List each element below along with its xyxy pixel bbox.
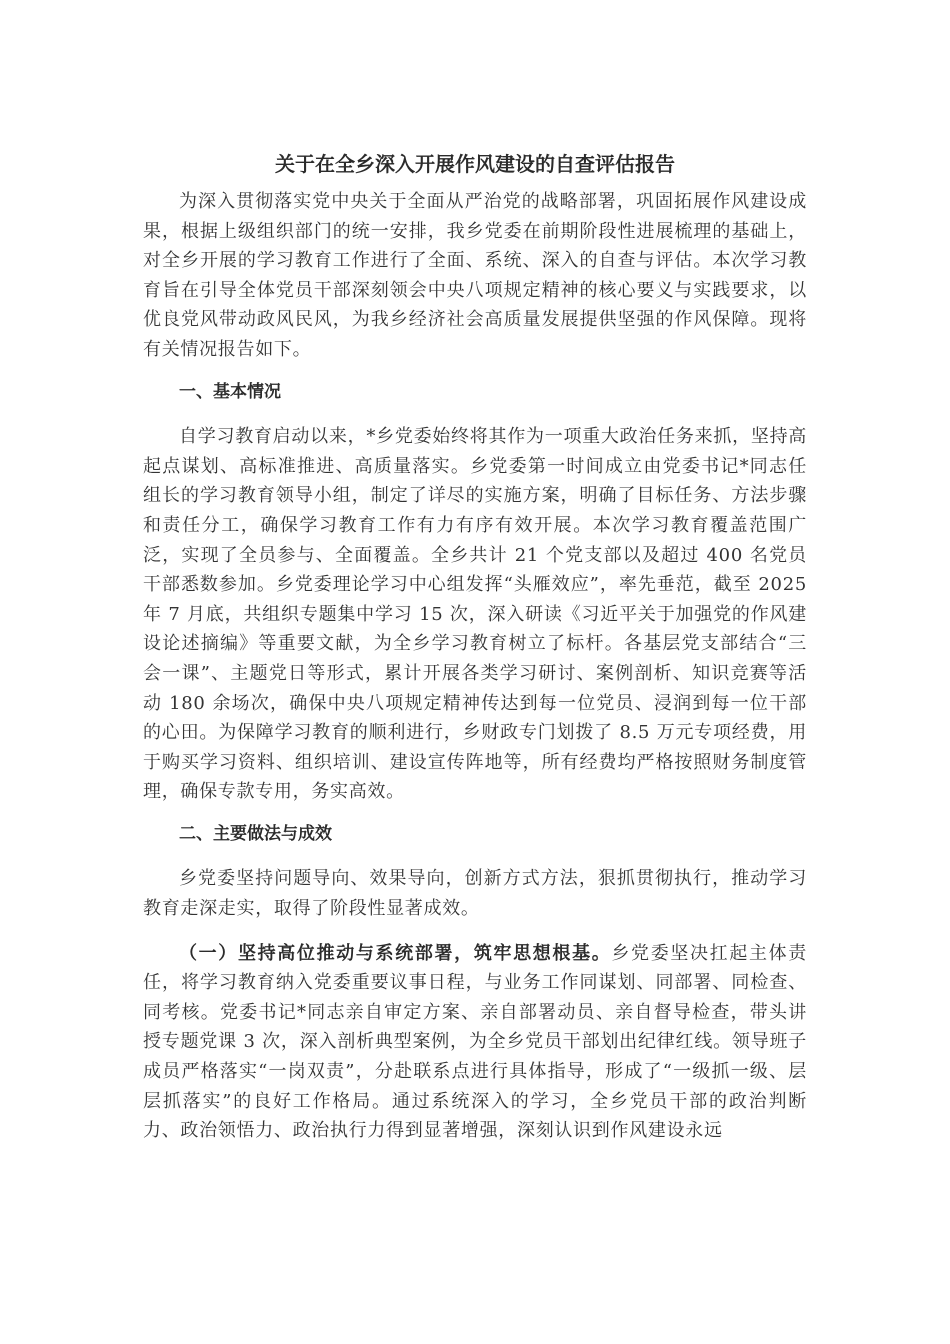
intro-paragraph: 为深入贯彻落实党中央关于全面从严治党的战略部署，巩固拓展作风建设成果，根据上级组织部门的统一安排，我乡党委在前期阶段性进展梳理的基础上，对全乡开展的学习教育工作进行了全面、系统、深入的自查与评估。本次学习教育旨在引导全体党员干部深刻领会中央八项规定精神的核心要义与实践要求，以优良党风带动政风民风，为我乡经济社会高质量发展提供坚强的作风保障。现将有关情况报告如下。 [143, 191, 807, 360]
document-page [143, 148, 807, 1146]
section-heading-basic-situation: 一、基本情况 [179, 381, 281, 402]
section-heading-practices-results: 二、主要做法与成效 [179, 823, 332, 844]
practices-item-1-paragraph [143, 939, 807, 1146]
practices-item-1-lead: （一）坚持高位推动与系统部署，筑牢思想根基。 [179, 942, 612, 964]
practices-item-1-body: 乡党委坚决扛起主体责任，将学习教育纳入党委重要议事日程，与业务工作同谋划、同部署、同检查、同考核。党委书记*同志亲自审定方案、亲自部署动员、亲自督导检查，带头讲授专题党课 3 次，深入剖析典型案例，为全乡党员干部划出纪律红线。领导班子成员严格落实“一岗双责”，分赴联系点进行具体指导，形成了“一级抓一级、层层抓落实”的良好工作格局。通过系统深入的学习，全乡党员干部的政治判断力、政治领悟力、政治执行力得到显著增强，深刻认识到作风建设永远 [143, 942, 807, 1142]
document-title: 关于在全乡深入开展作风建设的自查评估报告 [275, 152, 675, 176]
practices-intro-paragraph: 乡党委坚持问题导向、效果导向，创新方式方法，狠抓贯彻执行，推动学习教育走深走实，取得了阶段性显著成效。 [143, 868, 807, 920]
basic-situation-paragraph: 自学习教育启动以来，*乡党委始终将其作为一项重大政治任务来抓，坚持高起点谋划、高标准推进、高质量落实。乡党委第一时间成立由党委书记*同志任组长的学习教育领导小组，制定了详尽的实施方案，明确了目标任务、方法步骤和责任分工，确保学习教育工作有力有序有效开展。本次学习教育覆盖范围广泛，实现了全员参与、全面覆盖。全乡共计 21 个党支部以及超过 400 名党员干部悉数参加。乡党委理论学习中心组发挥“头雁效应”，率先垂范，截至 2025 年 7 月底，共组织专题集中学习 15 次，深入研读《习近平关于加强党的作风建设论述摘编》等重要文献，为全乡学习教育树立了标杆。各基层党支部结合“三会一课”、主题党日等形式，累计开展各类学习研讨、案例剖析、知识竞赛等活动 180 余场次，确保中央八项规定精神传达到每一位党员、浸润到每一位干部的心田。为保障学习教育的顺利进行，乡财政专门划拨了 8.5 万元专项经费，用于购买学习资料、组织培训、建设宣传阵地等，所有经费均严格按照财务制度管理，确保专款专用，务实高效。 [143, 426, 807, 803]
